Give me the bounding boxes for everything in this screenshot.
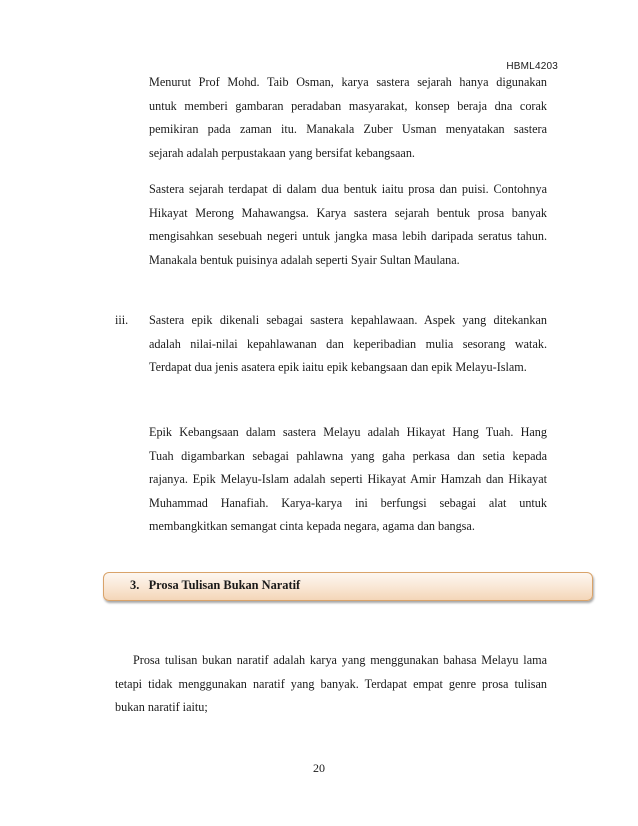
- text-line: rajanya. Epik Melayu-Islam adalah seperti Hikayat Amir Hamzah dan Hikayat: [149, 472, 547, 486]
- paragraph-epik-kebangsaan: [149, 421, 547, 539]
- text-line: pemikiran pada zaman itu. Manakala Zuber Usman menyatakan sastera: [149, 122, 547, 136]
- text-line: Sastera epik dikenali sebagai sastera kepahlawaan. Aspek yang ditekankan: [149, 313, 547, 327]
- course-code-header: HBML4203: [506, 61, 558, 72]
- text-line: bukan naratif iaitu;: [115, 700, 208, 714]
- text-line: Epik Kebangsaan dalam sastera Melayu adalah Hikayat Hang Tuah. Hang: [149, 425, 547, 439]
- text-line: adalah nilai-nilai kepahlawanan dan keperibadian mulia sesorang watak.: [149, 336, 547, 351]
- text-line: Prosa tulisan bukan naratif adalah karya yang menggunakan bahasa Melayu lama: [133, 653, 547, 667]
- section-title: 3. Prosa Tulisan Bukan Naratif: [130, 578, 301, 592]
- text-line: Manakala bentuk puisinya adalah seperti Syair Sultan Maulana.: [149, 252, 460, 267]
- text-line: Terdapat dua jenis asatera epik iaitu epik kebangsaan dan epik Melayu-Islam.: [149, 360, 527, 374]
- paragraph-sastera-sejarah-definition: [149, 71, 547, 165]
- paragraph-sastera-sejarah-forms: [149, 178, 547, 272]
- text-line: tetapi tidak menggunakan naratif yang banyak. Terdapat empat genre prosa tulisan: [115, 676, 547, 691]
- text-line: mengisahkan sesebuah negeri untuk jangka masa lebih daripada seratus tahun.: [149, 229, 547, 243]
- paragraph-sastera-epik: [149, 309, 547, 380]
- text-line: Muhammad Hanafiah. Karya-karya ini berfungsi sebagai alat untuk: [149, 495, 547, 510]
- section-heading-box: [103, 572, 593, 601]
- paragraph-prosa-bukan-naratif: [115, 649, 547, 720]
- text-line: Tuah digambarkan sebagai pahlawna yang gaha perkasa dan setia kepada: [149, 448, 547, 463]
- text-line: Menurut Prof Mohd. Taib Osman, karya sastera sejarah hanya digunakan: [149, 75, 547, 89]
- list-marker-iii: iii.: [115, 313, 129, 327]
- text-line: membangkitkan semangat cinta kepada negara, agama dan bangsa.: [149, 519, 475, 533]
- text-line: sejarah adalah perpustakaan yang bersifat kebangsaan.: [149, 145, 415, 160]
- page-number: 20: [313, 761, 325, 775]
- text-line: Sastera sejarah terdapat di dalam dua bentuk iaitu prosa dan puisi. Contohnya: [149, 182, 547, 196]
- text-line: untuk memberi gambaran peradaban masyarakat, konsep beraja dna corak: [149, 98, 547, 113]
- text-line: Hikayat Merong Mahawangsa. Karya sastera sejarah bentuk prosa banyak: [149, 205, 547, 220]
